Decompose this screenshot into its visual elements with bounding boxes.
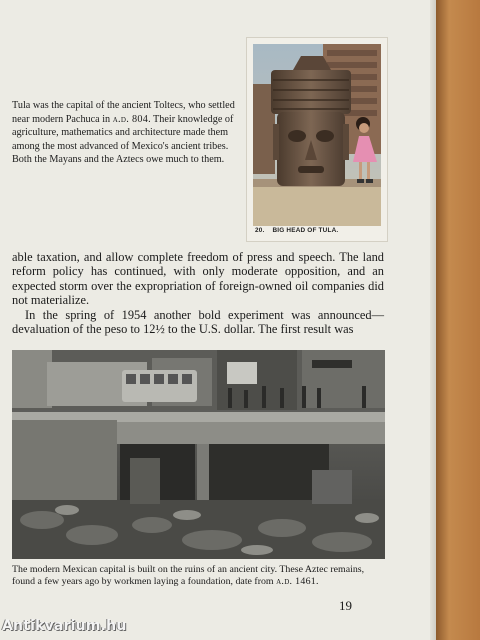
page-number: 19: [339, 598, 352, 613]
tula-head-photo: [253, 44, 381, 226]
tula-stamp: [247, 38, 387, 241]
body-paragraph-2: In the spring of 1954 another bold experiment was announced—devaluation of the peso to 12½ to the U.S. dollar. The first result was: [12, 308, 384, 337]
stamp-caption: [255, 227, 381, 234]
body-paragraph-1: able taxation, and allow complete freedom of press and speech. The land reform policy has continued, with only moderate opposition, and an expected storm over the expropriation of foreign-owned oil companies did not materialize.: [12, 250, 384, 307]
aztec-ruins-photo: [12, 350, 385, 559]
aztec-caption: The modern Mexican capital is built on the ruins of an ancient city. These Aztec remains, found a few years ago by workmen laying a foundation, date from a.d. 1461.: [12, 564, 365, 588]
watermark: Antikvarium.hu: [2, 618, 127, 634]
book-cover-edge: [436, 0, 480, 640]
stamp-title: BIG HEAD OF TULA.: [272, 227, 339, 234]
body-text: [12, 250, 384, 337]
stamp-number: 20.: [255, 227, 265, 234]
tula-caption: Tula was the capital of the ancient Toltecs, who settled near modern Pachuca in a.d. 804. Their knowledge of agriculture, mathematics and architecture made them among the most advanced of Mexico's ancient tribes. Both the Mayans and the Aztecs owe much to them.: [12, 100, 235, 166]
